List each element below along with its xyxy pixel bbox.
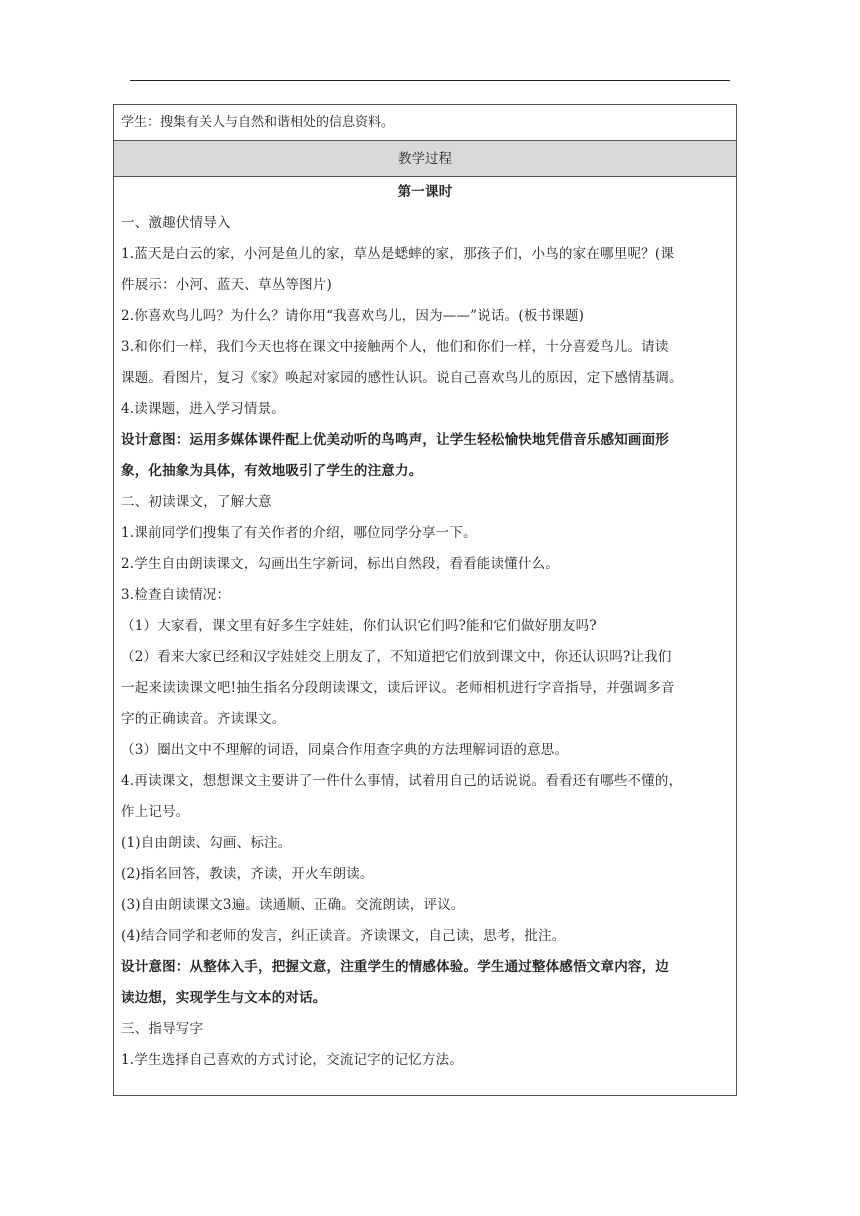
- design-intent-line: 设计意图：运用多媒体课件配上优美动听的鸟鸣声，让学生轻松愉快地凭借音乐感知画面形: [121, 432, 669, 448]
- paragraph-line: (4)结合同学和老师的发言，纠正读音。齐读课文，自己读，思考，批注。: [121, 928, 566, 944]
- paragraph-line: 一起来读读课文吧!抽生指名分段朗读课文，读后评议。老师相机进行字音指导，并强调多音: [121, 680, 675, 696]
- section-heading: 二、初读课文，了解大意: [121, 494, 272, 510]
- paragraph-line: 1.课前同学们搜集了有关作者的介绍，哪位同学分享一下。: [121, 525, 477, 541]
- paragraph-line: （3）圈出文中不理解的词语，同桌合作用查字典的方法理解词语的意思。: [121, 742, 569, 758]
- design-intent-line: 设计意图：从整体入手，把握文意，注重学生的情感体验。学生通过整体感悟文章内容，边: [121, 959, 669, 975]
- student-prep-row: 学生：搜集有关人与自然和谐相处的信息资料。: [114, 105, 736, 141]
- paragraph-line: 课题。看图片，复习《家》唤起对家园的感性认识。说自己喜欢鸟儿的原因，定下感情基调。: [121, 370, 683, 386]
- paragraph-line: 3.检查自读情况：: [121, 587, 231, 603]
- paragraph-line: (1)自由朗读、勾画、标注。: [121, 835, 292, 851]
- design-intent-line: 象，化抽象为具体，有效地吸引了学生的注意力。: [121, 463, 423, 479]
- paragraph-line: 1.学生选择自己喜欢的方式讨论，交流记字的记忆方法。: [121, 1052, 464, 1068]
- paragraph-line: （1）大家看，课文里有好多生字娃娃，你们认识它们吗?能和它们做好朋友吗?: [121, 618, 597, 634]
- lesson-content: [114, 177, 736, 1076]
- paragraph-line: 件展示：小河、蓝天、草丛等图片): [121, 277, 332, 293]
- paragraph-line: 1.蓝天是白云的家，小河是鱼儿的家，草丛是蟋蟀的家，那孩子们，小鸟的家在哪里呢？(课: [121, 246, 675, 262]
- paragraph-line: (2)指名回答，教读，齐读，开火车朗读。: [121, 866, 374, 882]
- paragraph-line: 2.学生自由朗读课文，勾画出生字新词，标出自然段，看看能读懂什么。: [121, 556, 559, 572]
- paragraph-line: 3.和你们一样，我们今天也将在课文中接触两个人，他们和你们一样，十分喜爱鸟儿。请读: [121, 339, 669, 355]
- paragraph-line: 2.你喜欢鸟儿吗？为什么？请你用“我喜欢鸟儿，因为——”说话。(板书课题): [121, 308, 585, 324]
- paragraph-line: （2）看来大家已经和汉字娃娃交上朋友了，不知道把它们放到课文中，你还认识吗?让我们: [121, 649, 672, 665]
- section-header: 教学过程: [114, 141, 736, 177]
- paragraph-line: 作上记号。: [121, 804, 190, 820]
- paragraph-line: (3)自由朗读课文3遍。读通顺、正确。交流朗读，评议。: [121, 897, 465, 913]
- paragraph-line: 4.读课题，进入学习情景。: [121, 401, 285, 417]
- section-heading: 三、指导写字: [121, 1021, 204, 1037]
- design-intent-line: 读边想，实现学生与文本的对话。: [121, 990, 327, 1006]
- paragraph-line: 字的正确读音。齐读课文。: [121, 711, 286, 727]
- section-heading: 一、激趣伏情导入: [121, 215, 231, 231]
- lesson-title: 第一课时: [397, 184, 453, 200]
- lesson-plan-table: [113, 104, 737, 1096]
- header-rule: [130, 80, 730, 81]
- paragraph-line: 4.再读课文，想想课文主要讲了一件什么事情，试着用自己的话说说。看看还有哪些不懂的，: [121, 773, 683, 789]
